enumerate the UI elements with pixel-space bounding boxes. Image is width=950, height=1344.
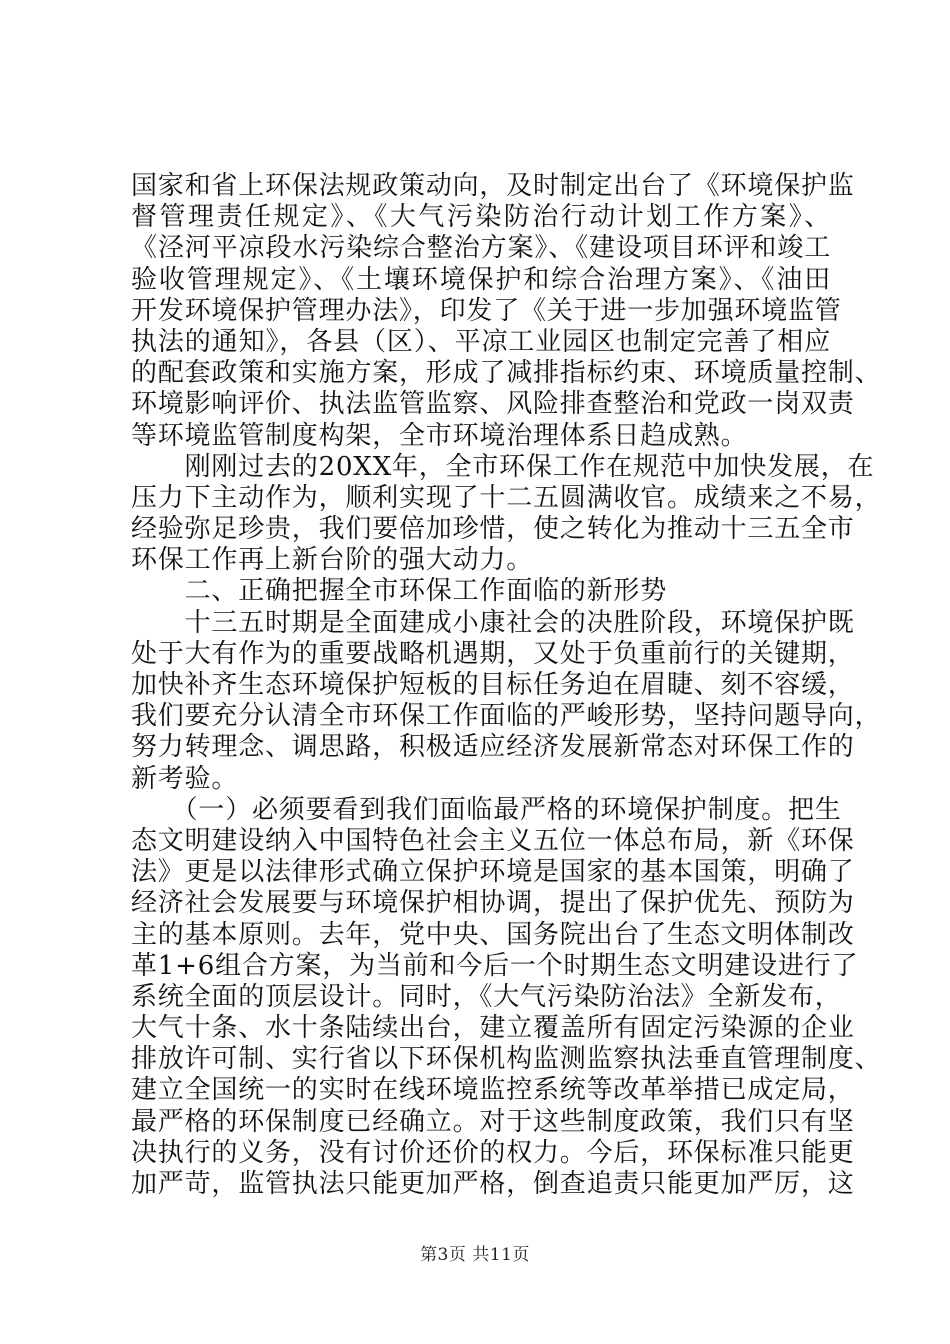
page-footer: 第3页 共11页: [420, 1245, 530, 1265]
text-line: 环境影响评价、执法监管监察、风险排查整治和党政一岗双责: [131, 389, 855, 420]
text-line: 十三五时期是全面建成小康社会的决胜阶段，环境保护既: [131, 607, 855, 638]
text-line: 等环境监管制度构架，全市环境治理体系日趋成熟。: [131, 420, 748, 451]
text-line: 建立全国统一的实时在线环境监控系统等改革举措已成定局，: [131, 1075, 855, 1106]
text-line: 环保工作再上新台阶的强大动力。: [131, 545, 534, 576]
text-line: 《泾河平凉段水污染综合整治方案》、《建设项目环评和竣工: [131, 233, 831, 264]
text-line: 的配套政策和实施方案，形成了减排指标约束、环境质量控制、: [131, 358, 882, 389]
text-line: （一）必须要看到我们面临最严格的环境保护制度。把生: [131, 794, 842, 825]
text-line: 排放许可制、实行省以下环保机构监测监察执法垂直管理制度、: [131, 1044, 882, 1075]
text-line: 压力下主动作为，顺利实现了十二五圆满收官。成绩来之不易，: [131, 482, 882, 513]
text-line: 验收管理规定》、《土壤环境保护和综合治理方案》、《油田: [131, 264, 831, 295]
text-line: 处于大有作为的重要战略机遇期，又处于负重前行的关键期，: [131, 638, 855, 669]
text-line: 督管理责任规定》、《大气污染防治行动计划工作方案》、: [131, 202, 831, 233]
document-body: [131, 171, 882, 1200]
text-line: 大气十条、水十条陆续出台，建立覆盖所有固定污染源的企业: [131, 1013, 855, 1044]
text-line: 最严格的环保制度已经确立。对于这些制度政策，我们只有坚: [131, 1106, 855, 1137]
text-line: 加严苛，监管执法只能更加严格，倒查追责只能更加严厉，这: [131, 1169, 855, 1199]
text-line: 法》更是以法律形式确立保护环境是国家的基本国策，明确了: [131, 857, 855, 888]
text-line: 主的基本原则。去年，党中央、国务院出台了生态文明体制改: [131, 919, 855, 950]
text-line: 经验弥足珍贵，我们要倍加珍惜，使之转化为推动十三五全市: [131, 514, 855, 545]
text-line: 努力转理念、调思路，积极适应经济发展新常态对环保工作的: [131, 732, 855, 763]
text-line: 国家和省上环保法规政策动向，及时制定出台了《环境保护监: [131, 171, 855, 201]
text-line: 开发环境保护管理办法》，印发了《关于进一步加强环境监管: [131, 295, 842, 326]
text-line: 经济社会发展要与环境保护相协调，提出了保护优先、预防为: [131, 888, 855, 919]
text-line: 我们要充分认清全市环保工作面临的严峻形势，坚持问题导向，: [131, 701, 882, 732]
text-line: 加快补齐生态环境保护短板的目标任务迫在眉睫、刻不容缓，: [131, 670, 855, 700]
text-line: 革1+6组合方案，为当前和今后一个时期生态文明建设进行了: [131, 950, 859, 981]
section-heading: 二、正确把握全市环保工作面临的新形势: [131, 576, 668, 607]
text-line: 执法的通知》，各县（区）、平凉工业园区也制定完善了相应: [131, 326, 831, 357]
text-line: 新考验。: [131, 763, 239, 794]
text-line: 系统全面的顶层设计。同时，《大气污染防治法》全新发布，: [131, 981, 842, 1012]
text-line: 态文明建设纳入中国特色社会主义五位一体总布局，新《环保: [131, 825, 855, 856]
text-line: 刚刚过去的20XX年，全市环保工作在规范中加快发展，在: [131, 451, 875, 482]
text-line: 决执行的义务，没有讨价还价的权力。今后，环保标准只能更: [131, 1137, 855, 1168]
